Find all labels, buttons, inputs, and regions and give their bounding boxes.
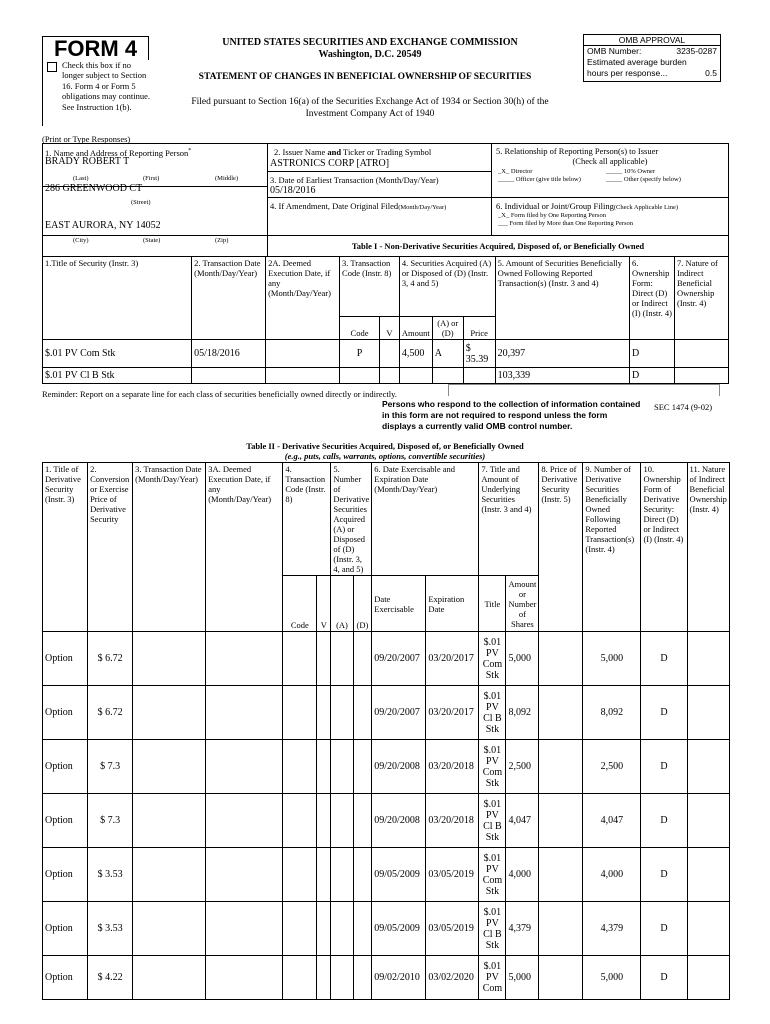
t2-cell-v: [317, 848, 331, 902]
underlying-title-line: $.01: [483, 744, 502, 756]
omb-burden-label: Estimated average burden: [587, 57, 687, 67]
t2-h3a: 3A. Deemed Execution Date, if any (Month/Day/Year): [206, 463, 283, 632]
t2-cell-under-title: [479, 794, 506, 848]
table1: [42, 256, 729, 384]
t2-h1: 1. Title of Derivative Security (Instr. 3): [43, 463, 88, 632]
t1-h4: 4. Securities Acquired (A) or Disposed of (D) (Instr. 3, 4 and 5): [399, 257, 495, 317]
filing-sub: (Check Applicable Line): [613, 204, 679, 211]
t2-cell-owned: 2,500: [583, 740, 641, 794]
underlying-title-line: PV: [486, 755, 499, 767]
omb-hours-row: [584, 68, 720, 79]
last-label: (Last): [73, 175, 89, 182]
t2-cell-d: [353, 848, 372, 902]
underlying-title-line: Stk: [485, 831, 500, 843]
issuer-label-pre: 2. Issuer Name: [274, 147, 328, 157]
t2-h6: 6. Date Exercisable and Expiration Date (Month/Day/Year): [372, 463, 479, 576]
t2-cell-code: [283, 956, 317, 1000]
t2-h7: 7. Title and Amount of Underlying Securities (Instr. 3 and 4): [479, 463, 539, 576]
table1-title-box: [267, 235, 729, 257]
t1-cell-date: [192, 368, 266, 384]
street-label: (Street): [131, 199, 151, 206]
amendment-label: 4. If Amendment, Date Original Filed: [270, 201, 399, 211]
t2-cell-deemed: [206, 686, 283, 740]
t1-price-val: 35.39: [465, 353, 489, 365]
table2-subtitle: (e.g., puts, calls, warrants, options, convertible securities): [284, 451, 486, 461]
t2-cell-code: [283, 902, 317, 956]
t1-cell-title: $.01 PV Cl B Stk: [43, 368, 192, 384]
t1-h2a: 2A. Deemed Execution Date, if any (Month/Day/Year): [266, 257, 340, 340]
t2-cell-date: [133, 632, 206, 686]
t2-cell-a: [331, 794, 353, 848]
city-value[interactable]: EAST AURORA, NY 14052: [45, 220, 161, 231]
earliest-date-label: 3. Date of Earliest Transaction (Month/Day/Year): [270, 175, 439, 185]
t2-cell-owned: 4,047: [583, 794, 641, 848]
table-row: [43, 740, 730, 794]
underlying-title-line: Cl B: [483, 712, 502, 724]
t2-h8: 8. Price of Derivative Security (Instr. 5): [539, 463, 583, 632]
t2-cell-form: D: [641, 902, 687, 956]
t2-cell-a: [331, 686, 353, 740]
underlying-title-line: $.01: [483, 798, 502, 810]
table2-title: Table II - Derivative Securities Acquired, Disposed of, or Beneficially Owned: [246, 441, 524, 451]
t2-cell-code: [283, 632, 317, 686]
t2-cell-under-title: [479, 848, 506, 902]
t2-cell-code: [283, 848, 317, 902]
omb-number-value: 3235-0287: [676, 46, 717, 56]
underlying-title-line: PV: [486, 809, 499, 821]
t2-cell-amount: 4,379: [506, 902, 539, 956]
t2-cell-expiration: 03/02/2020: [426, 956, 479, 1000]
city-state-zip-box: [42, 235, 268, 257]
t2-cell-expiration: 03/05/2019: [426, 902, 479, 956]
t1-cell-code: [340, 368, 380, 384]
t2-cell-owned: 5,000: [583, 632, 641, 686]
relationship-sub: (Check all applicable): [572, 156, 648, 166]
t2-cell-owned: 4,379: [583, 902, 641, 956]
omb-hours-value: 0.5: [705, 68, 717, 78]
underlying-title-line: Stk: [485, 723, 500, 735]
t2-cell-expiration: 03/20/2018: [426, 740, 479, 794]
t2-cell-a: [331, 956, 353, 1000]
table1-header-row: [43, 257, 729, 317]
underlying-title-line: Cl B: [483, 928, 502, 940]
t1-sub-aord: (A) or (D): [432, 317, 463, 340]
t2-cell-v: [317, 740, 331, 794]
middle-label: (Middle): [215, 175, 239, 182]
officer-option[interactable]: _____ Officer (give title below): [498, 176, 581, 183]
t2-cell-exercisable: 09/05/2009: [372, 848, 426, 902]
t2-cell-price8: [539, 740, 583, 794]
t2-cell-amount: 2,500: [506, 740, 539, 794]
t2-sub-code: Code: [283, 576, 317, 632]
t2-cell-under-title: [479, 686, 506, 740]
t2-cell-nature: [687, 686, 729, 740]
t2-h5: 5. Number of Derivative Securities Acquired (A) or Disposed of (D) (Instr. 3, 4, and 5): [331, 463, 372, 576]
table-row: [43, 686, 730, 740]
checkbox-text: Check this box if no longer subject to Section 16. Form 4 or Form 5 obligations may continue. See Instruction 1(b).: [62, 60, 151, 112]
table-row: [43, 956, 730, 1000]
t1-h7: 7. Nature of Indirect Beneficial Ownership (Instr. 4): [675, 257, 729, 340]
t2-cell-form: D: [641, 848, 687, 902]
t2-cell-price: $ 6.72: [88, 632, 133, 686]
omb-approval-box: [583, 34, 721, 82]
t2-cell-price8: [539, 956, 583, 1000]
t1-cell-form: D: [630, 340, 675, 368]
city-label: (City): [73, 237, 89, 244]
reporting-person-label: 1. Name and Address of Reporting Person: [45, 147, 189, 158]
t1-cell-price: [463, 368, 495, 384]
underlying-title-line: Com: [482, 874, 503, 886]
omb-burden-row: [584, 57, 720, 68]
issuer-label-post: Ticker or Trading Symbol: [341, 147, 432, 157]
t2-cell-date: [133, 956, 206, 1000]
table2: [42, 462, 730, 1000]
filing-label: 6. Individual or Joint/Group Filing: [496, 201, 614, 211]
underlying-title-line: PV: [486, 972, 499, 983]
t2-cell-date: [133, 902, 206, 956]
t1-h1: 1.Title of Security (Instr. 3): [43, 257, 192, 340]
form-title: FORM 4: [42, 36, 149, 60]
t2-cell-under-title: [479, 956, 506, 1000]
t2-cell-nature: [687, 848, 729, 902]
t1-cell-deemed: [266, 368, 340, 384]
underlying-title-line: Stk: [485, 885, 500, 897]
t2-cell-a: [331, 740, 353, 794]
t2-sub-a: (A): [331, 576, 353, 632]
t1-h2: 2. Transaction Date (Month/Day/Year): [192, 257, 266, 340]
underlying-title-line: $.01: [483, 690, 502, 702]
t1-sub-code: Code: [340, 317, 380, 340]
filing-box: [491, 197, 729, 236]
underlying-title-line: Stk: [485, 669, 500, 681]
filed-line-1: Filed pursuant to Section 16(a) of the Securities Exchange Act of 1934 or Section 30(h) of the: [191, 97, 549, 107]
underlying-title-line: PV: [486, 917, 499, 929]
table1-title: Table I - Non-Derivative Securities Acquired, Disposed of, or Beneficially Owned: [351, 241, 645, 251]
t2-cell-under-title: [479, 740, 506, 794]
t2-cell-price8: [539, 686, 583, 740]
t1-cell-price: [463, 340, 495, 368]
t2-cell-a: [331, 848, 353, 902]
t2-cell-price: $ 6.72: [88, 686, 133, 740]
t1-h5: 5. Amount of Securities Beneficially Owned Following Reported Transaction(s) (Instr. 3 and 4): [495, 257, 629, 340]
t2-cell-title: Option: [43, 632, 88, 686]
zip-label: (Zip): [215, 237, 229, 244]
t2-cell-v: [317, 794, 331, 848]
t2-sub-amount: Amount or Number of Shares: [506, 576, 539, 632]
t1-cell-title: $.01 PV Com Stk: [43, 340, 192, 368]
t2-cell-d: [353, 686, 372, 740]
t1-cell-v: [379, 368, 399, 384]
street-value[interactable]: 286 GREENWOOD CT: [45, 183, 143, 194]
t1-cell-v: [379, 340, 399, 368]
t2-cell-code: [283, 740, 317, 794]
t2-cell-title: Option: [43, 956, 88, 1000]
filing-one-option[interactable]: _X_ Form filed by One Reporting Person: [498, 212, 606, 219]
t2-cell-d: [353, 902, 372, 956]
t2-cell-title: Option: [43, 902, 88, 956]
t1-cell-amount: [399, 368, 432, 384]
t2-cell-price: $ 7.3: [88, 740, 133, 794]
t2-cell-owned: 8,092: [583, 686, 641, 740]
t2-cell-expiration: 03/05/2019: [426, 848, 479, 902]
t2-cell-under-title: [479, 632, 506, 686]
underlying-title-line: Stk: [485, 939, 500, 951]
t2-cell-amount: 8,092: [506, 686, 539, 740]
underlying-title-line: Com: [482, 766, 503, 778]
first-label: (First): [143, 175, 160, 182]
t2-cell-nature: [687, 794, 729, 848]
t2-cell-code: [283, 686, 317, 740]
t2-cell-price8: [539, 632, 583, 686]
t1-h6: 6. Ownership Form: Direct (D) or Indirect (I) (Instr. 4): [630, 257, 675, 340]
t2-h3: 3. Transaction Date (Month/Day/Year): [133, 463, 206, 632]
t2-cell-deemed: [206, 848, 283, 902]
t2-cell-deemed: [206, 740, 283, 794]
t2-cell-price8: [539, 848, 583, 902]
other-option[interactable]: _____ Other (specify below): [606, 176, 681, 183]
underlying-title-line: Com: [482, 983, 503, 994]
relationship-box: [491, 143, 729, 198]
t2-cell-nature: [687, 632, 729, 686]
t2-cell-amount: 5,000: [506, 632, 539, 686]
t2-cell-price: $ 7.3: [88, 794, 133, 848]
reporting-person-box: [42, 143, 268, 187]
underlying-title-line: PV: [486, 701, 499, 713]
t2-cell-a: [331, 902, 353, 956]
t2-cell-title: Option: [43, 686, 88, 740]
table-row: [43, 632, 730, 686]
t1-cell-owned: 20,397: [495, 340, 629, 368]
table2-header-row: [43, 463, 730, 576]
t2-h11: 11. Nature of Indirect Beneficial Ownership (Instr. 4): [687, 463, 729, 632]
t2-cell-expiration: 03/20/2018: [426, 794, 479, 848]
t2-cell-expiration: 03/20/2017: [426, 632, 479, 686]
amendment-sub: (Month/Day/Year): [398, 204, 447, 211]
t2-cell-exercisable: 09/05/2009: [372, 902, 426, 956]
t2-cell-form: D: [641, 632, 687, 686]
t2-cell-v: [317, 632, 331, 686]
t2-sub-expiration: Expiration Date: [426, 576, 479, 632]
underlying-title-line: $.01: [483, 636, 502, 648]
t1-cell-date: 05/18/2016: [192, 340, 266, 368]
t2-cell-exercisable: 09/20/2007: [372, 686, 426, 740]
underlying-title-line: $.01: [483, 852, 502, 864]
table-row: [43, 340, 729, 368]
owner10-option[interactable]: _____ 10% Owner: [606, 168, 656, 175]
table-row: [43, 794, 730, 848]
underlying-title-line: PV: [486, 863, 499, 875]
t2-cell-amount: 4,000: [506, 848, 539, 902]
t2-cell-date: [133, 740, 206, 794]
t1-cell-deemed: [266, 340, 340, 368]
issuer-label-and: and: [327, 147, 342, 157]
statement-title: STATEMENT OF CHANGES IN BENEFICIAL OWNERSHIP OF SECURITIES: [198, 72, 532, 82]
street-box: [42, 183, 268, 236]
t2-cell-deemed: [206, 902, 283, 956]
issuer-box: [267, 143, 492, 172]
reporting-person-name[interactable]: BRADY ROBERT T: [45, 156, 130, 167]
underlying-title-line: $.01: [483, 961, 502, 972]
t2-cell-a: [331, 632, 353, 686]
t1-cell-amount: 4,500: [399, 340, 432, 368]
t2-cell-nature: [687, 956, 729, 1000]
t2-sub-title: Title: [479, 576, 506, 632]
t1-sub-price: Price: [463, 317, 495, 340]
relationship-label: 5. Relationship of Reporting Person(s) to Issuer: [496, 146, 659, 156]
t2-cell-price8: [539, 794, 583, 848]
t1-cell-form: D: [630, 368, 675, 384]
underlying-title-line: Stk: [485, 777, 500, 789]
t2-cell-form: D: [641, 794, 687, 848]
agency-address: Washington, D.C. 20549: [318, 49, 422, 60]
omb-title: OMB APPROVAL: [584, 35, 720, 46]
amendment-box: [267, 197, 492, 236]
t2-sub-exercisable: Date Exercisable: [372, 576, 426, 632]
t2-cell-price: $ 3.53: [88, 848, 133, 902]
t2-cell-deemed: [206, 632, 283, 686]
omb-hours-label: hours per response...: [587, 68, 668, 78]
director-option[interactable]: _X_ Director: [498, 168, 533, 175]
t2-cell-date: [133, 848, 206, 902]
no-longer-subject-checkbox[interactable]: [47, 62, 57, 72]
t2-cell-date: [133, 794, 206, 848]
earliest-date-box: [267, 171, 492, 198]
t2-cell-v: [317, 956, 331, 1000]
t1-cell-owned: 103,339: [495, 368, 629, 384]
state-label: (State): [143, 237, 161, 244]
t2-cell-d: [353, 632, 372, 686]
t2-cell-owned: 5,000: [583, 956, 641, 1000]
reminder-text: Reminder: Report on a separate line for each class of securities beneficially owned directly or indirectly.: [42, 389, 397, 399]
omb-number-row: [584, 46, 720, 57]
t1-cell-aord: [432, 368, 463, 384]
reminder-box: [448, 384, 720, 396]
t2-cell-form: D: [641, 686, 687, 740]
agency-name: UNITED STATES SECURITIES AND EXCHANGE COMMISSION: [222, 37, 518, 48]
t1-cell-nature: [675, 340, 729, 368]
filing-more-option[interactable]: ___ Form filed by More than One Reporting Person: [498, 220, 634, 227]
t2-cell-title: Option: [43, 794, 88, 848]
issuer-label: [274, 147, 431, 157]
t1-h3: 3. Transaction Code (Instr. 8): [340, 257, 400, 317]
t1-cell-aord: A: [432, 340, 463, 368]
t2-cell-nature: [687, 902, 729, 956]
t2-cell-price8: [539, 902, 583, 956]
t2-cell-amount: 5,000: [506, 956, 539, 1000]
t2-sub-d: (D): [353, 576, 372, 632]
t1-cell-nature: [675, 368, 729, 384]
omb-number-label: OMB Number:: [587, 46, 642, 56]
agency-header: [170, 37, 570, 61]
t2-sub-v: V: [317, 576, 331, 632]
underlying-title-line: PV: [486, 647, 499, 659]
t2-cell-exercisable: 09/02/2010: [372, 956, 426, 1000]
sec-code: SEC 1474 (9-02): [654, 402, 713, 412]
t1-sub-v: V: [379, 317, 399, 340]
table-row: [43, 848, 730, 902]
t2-cell-under-title: [479, 902, 506, 956]
t2-cell-d: [353, 794, 372, 848]
t2-cell-exercisable: 09/20/2008: [372, 794, 426, 848]
t2-cell-exercisable: 09/20/2008: [372, 740, 426, 794]
print-type-note: (Print or Type Responses): [42, 134, 131, 144]
t2-cell-deemed: [206, 956, 283, 1000]
t2-cell-d: [353, 956, 372, 1000]
t2-cell-owned: 4,000: [583, 848, 641, 902]
t1-sub-amount: Amount: [399, 317, 432, 340]
t2-cell-title: Option: [43, 848, 88, 902]
t2-h10: 10. Ownership Form of Derivative Security: Direct (D) or Indirect (I) (Instr. 4): [641, 463, 687, 632]
t2-cell-price: $ 3.53: [88, 902, 133, 956]
issuer-value[interactable]: ASTRONICS CORP [ATRO]: [270, 158, 390, 169]
omb-notice: Persons who respond to the collection of information contained in this form are not required to respond unless the form displays a currently valid OMB control number.: [382, 399, 641, 431]
t2-h9: 9. Number of Derivative Securities Beneficially Owned Following Reported Transaction(s) (Instr. 4): [583, 463, 641, 632]
t2-cell-form: D: [641, 740, 687, 794]
t2-cell-v: [317, 902, 331, 956]
underlying-title-line: Cl B: [483, 820, 502, 832]
t2-cell-form: D: [641, 956, 687, 1000]
t2-cell-title: Option: [43, 740, 88, 794]
reporting-person-star: *: [188, 148, 192, 154]
earliest-date-value[interactable]: 05/18/2016: [270, 185, 316, 196]
t2-h4: 4. Transaction Code (Instr. 8): [283, 463, 331, 576]
t1-cell-code: P: [340, 340, 380, 368]
t2-cell-deemed: [206, 794, 283, 848]
t2-cell-price: $ 4.22: [88, 956, 133, 1000]
filed-line-2: Investment Company Act of 1940: [305, 109, 435, 119]
t2-cell-nature: [687, 740, 729, 794]
underlying-title-line: $.01: [483, 906, 502, 918]
t2-cell-exercisable: 09/20/2007: [372, 632, 426, 686]
t2-cell-code: [283, 794, 317, 848]
table-row: [43, 902, 730, 956]
t2-cell-expiration: 03/20/2017: [426, 686, 479, 740]
t1-price-sym: $: [465, 342, 471, 354]
t2-cell-amount: 4,047: [506, 794, 539, 848]
table2-title-block: [42, 441, 728, 461]
underlying-title-line: Com: [482, 658, 503, 670]
t2-cell-d: [353, 740, 372, 794]
t2-cell-date: [133, 686, 206, 740]
t2-h2: 2. Conversion or Exercise Price of Derivative Security: [88, 463, 133, 632]
filed-pursuant: [145, 96, 595, 120]
t2-cell-v: [317, 686, 331, 740]
table-row: [43, 368, 729, 384]
